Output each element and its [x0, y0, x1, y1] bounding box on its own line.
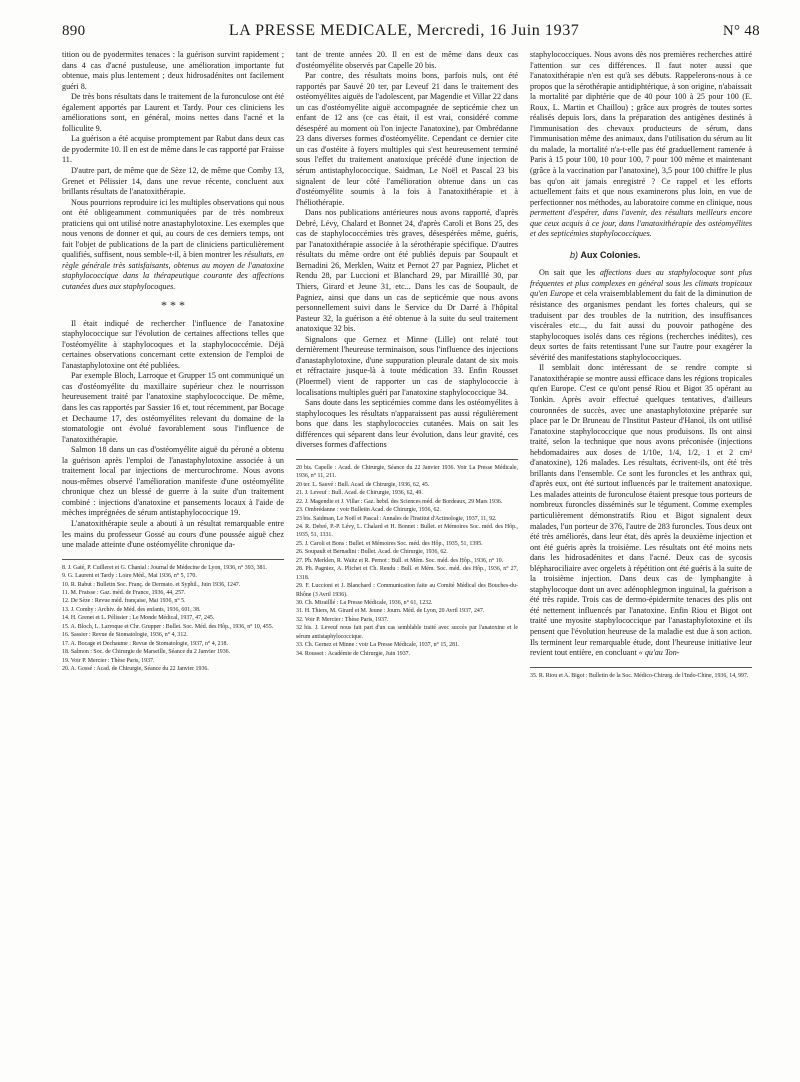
footnote: 24. R. Debré, P.-P. Lévy, L. Chalard et H. Bonnet : Bullet. et Mémoires Soc. méd. des Hôp., 1935, 51, 1331. — [296, 523, 518, 539]
footnotes — [296, 464, 518, 658]
paragraph: Par contre, des résultats moins bons, parfois nuls, ont été rapportés par Sauvé 20 ter, par Leveuf 21 dans le traitement des ostéomyélites aiguës de l'adolescent, par Magendie et Villar 22 dans un cas d'ostéomyélite aiguë accompagnée de septicémie chez un enfant de 12 ans (ce cas était, il est vrai, considéré comme désespéré au moment où l'on injecte l'anatoxine), par Ombrédanne 23 dans diverses formes d'ostéomyélite. Cependant ce dernier cite un cas d'ostéite à foyers multiples qui s'est heureusement terminé sous l'effet du traitement anatoxique précédé d'une injection de sérum antistaphylococcique. Saidman, Le Noël et Pascal 23 bis signalent de leur côté l'amélioration obtenue dans un cas d'ostéomyélite soumis à la fois à l'anatoxithérapie et à l'héliothérapie. — [296, 71, 518, 207]
text-run: On sait que les — [539, 268, 600, 278]
footnote-rule — [296, 459, 518, 460]
text-run: Il semblait donc intéressant de se rendre compte si l'anatoxithérapie se montre aussi efficace dans les régions tropicales qu'en Europe. C'est ce qu'ont pensé Riou et Bigot 35 opérant au Tonkin. Après avoir effectué quelques tentatives, d'ailleurs couronnées de succès, avec une anastaphylotoxine préparée sur place par le Dr Bruneau de l'Institut Pasteur d'Hanoï, ils ont utilisé l'anatoxine staphylococcique que nous produisons. Ils ont ainsi traité, selon la technique que nous avons préconisée (injections hebdomadaires aux doses de 1/10e, 1/4, 1/2, 1 et 2 cm³ d'anatoxine), 126 malades. Les résultats, écrivent-ils, ont été très brillants dans l'ensemble. Ce sont les furoncles et les anthrax qui, d'après eux, ont été surtout influencés par le traitement anatoxique. Les malades atteints de furonculose étaient presque tous porteurs de nombreux furoncles disséminés sur le tégument. Comme exemples particulièrement démonstratifs Riou et Bigot signalent deux malades, l'un porteur de 376, l'autre de 283 furoncles. Tous deux ont été très améliorés, dans leur état, dès après la deuxième injection et ont été guéris après la troisième. Les résultats ont été moins nets dans les hidrosadénites et dans l'acné. Deux cas de sycosis blépharociliaire avec orgelets à répétition ont été guéris à la suite de la troisième injection. Dans deux cas de lymphangite à staphylocoque dont un avec adénophlegmon inguinal, la guérison a été très rapide. Trois cas de dermo-épidermite tenaces des plis ont été nettement influencés par l'anatoxine. Enfin Riou et Bigot ont traité une myosite staphylococcique par l'anastaphylotoxine et ils pensent que l'évolution heureuse de la maladie est due à son action. Ils terminent leur remarquable étude, dont l'heureuse initiative leur revient tout entière, en concluant — [530, 363, 752, 658]
paragraph: D'autre part, de même que de Sèze 12, de même que Comby 13, Grenet et Pélissier 14, dans une revue récente, concluent aux brillants résultats de l'anatoxithérapie. — [62, 166, 284, 197]
footnote: 20 ter. L. Sauvé : Bull. Acad. de Chirurgie, 1936, 62, 45. — [296, 481, 430, 488]
page-number: 890 — [62, 23, 86, 39]
paragraph — [62, 198, 284, 293]
footnote: 35. R. Riou et A. Bigot : Bulletin de la Soc. Médico-Chirurg. de l'Indo-Chine, 1936, 14, 997. — [530, 672, 749, 679]
subsection-heading — [570, 250, 752, 261]
paragraph: tant de trente années 20. Il en est de même dans deux cas d'ostéomyélite observés par Capelle 20 bis. — [296, 50, 518, 70]
section-separator: * * * — [161, 297, 185, 312]
footnote-rule — [62, 559, 284, 560]
footnote: 32. Voir P. Mercier : Thèse Paris, 1937. — [296, 616, 389, 623]
footnotes — [62, 564, 284, 674]
footnote: 20. A. Gossé : Acad. de Chirurgie, Séance du 22 Janvier 1936. — [62, 666, 209, 673]
column-1 — [62, 50, 284, 680]
issue-number: N° 48 — [722, 23, 760, 39]
subsection-title: Aux Colonies. — [580, 249, 641, 260]
footnote: 18. Salmon : Soc. de Chirurgie de Marseille, Séance du 2 Janvier 1936. — [62, 649, 231, 656]
footnote: 22. J. Magendie et J. Villar : Gaz. hebd. des Sciences méd. de Bordeaux, 29 Mars 1936. — [296, 498, 503, 505]
footnote: 11. M. Fraisse : Gaz. méd. de France, 1936, 44, 257. — [62, 589, 186, 596]
footnote: 25. J. Caroli et Bons : Bullet. et Mémoires Soc. méd. des Hôp., 1935, 51, 1395. — [296, 540, 483, 547]
footnote: 30. Ch. Mirailllé : La Presse Médicale, 1936, n° 61, 1232. — [296, 600, 433, 607]
footnote: 8. J. Gaté, P. Cuilleret et G. Chanial : Journal de Médecine de Lyon, 1936, n° 393, 381. — [62, 564, 267, 571]
paragraph: Dans nos publications antérieures nous avons rapporté, d'après Debré, Lévy, Chalard et Bonnet 24, d'après Caroli et Bons 25, des cas de staphylococcémies très graves, désespérées même, guéris, par l'anatoxithérapie associée à la sérothérapie spécifique. D'autres résultats du même ordre ont été publiés depuis par Soupault et Bernadini 26, Merklen, Waitz et Pernot 27 par Pagniez, Plichet et Rendu 28, par Luccioni et Blanchard 29, par Mirailllé 30, par Thiers, Girard et Jeune 31, etc... Dans les cas de Soupault, de Pagniez, ainsi que dans un cas de septicémie que nous avons personnellement suivi dans le Service du Dr Darré à l'hôpital Pasteur 32, la guérison a été obtenue à la suite du seul traitement anatoxique 32 bis. — [296, 208, 518, 334]
paragraph: tition ou de pyodermites tenaces : la guérison survint rapidement ; dans 4 cas d'acné pustuleuse, une amélioration importante fut obtenue, mais plus lentement ; deux hidrosadénites ont facilement guéri 8. — [62, 50, 284, 91]
footnote: 33. Ch. Gernez et Minne : voir La Presse Médicale, 1937, n° 15, 281. — [296, 642, 460, 649]
paragraph: La guérison a été acquise promptement par Rabut dans deux cas de pyodermite 10. Il en est de même dans le cas rapporté par Fraisse 11. — [62, 134, 285, 165]
text-columns — [62, 50, 760, 680]
footnote: 15. A. Bloch, L. Larroque et Chr. Grupper : Bullet. Soc. Méd. des Hôp., 1936, n° 10, 455. — [62, 623, 274, 630]
footnote: 23 bis. Saidman, Le Noël et Pascal : Annales de l'Institut d'Actinologie, 1937, 11, 92. — [296, 515, 497, 522]
paragraph — [530, 363, 752, 658]
footnote: 19. Voir P. Mercier : Thèse Paris, 1937. — [62, 657, 155, 664]
paragraph: L'anatoxithérapie seule a abouti à un résultat remarquable entre les mains du professeur Gossé au cours d'une poussée aiguë chez une malade atteinte d'une ostéomyélite chronique da- — [62, 518, 284, 550]
journal-title: LA PRESSE MEDICALE, Mercredi, 16 Juin 1937 — [228, 22, 580, 39]
paragraph: De très bons résultats dans le traitement de la furonculose ont été également apportés par Laurent et Tardy. Pour ces cliniciens les améliorations sont, en général, moins nettes dans l'acné et la folliculite 9. — [62, 92, 284, 133]
paragraph: Il était indiqué de rechercher l'influence de l'anatoxine staphylococcique sur l'évolution de certaines affections telles que l'ostéomyélite à staphylocoques et la staphylococcémie. Déjà certaines observations concernant cette extension de l'emploi de l'anastaphylotoxine ont été publiées. — [62, 318, 284, 370]
footnote: 13. J. Comby : Archiv. de Méd. des enfants, 1936, 601, 38. — [62, 606, 201, 613]
footnote: 29. F. Luccioni et J. Blanchard : Communication faite au Comité Médical des Bouches-du-Rhône (3 Avril 1936). — [296, 583, 518, 598]
footnotes — [530, 672, 752, 680]
paragraph — [530, 268, 752, 363]
column-2 — [296, 50, 518, 680]
italic-conclusion: permettent d'espérer, dans l'avenir, des résultats meilleurs encore que ceux acquis à ce jour, dans l'anatoxithérapie des ostéomyélites et des septicémies staphylococciques. — [530, 208, 752, 239]
italic-emphasis: affections dues au staphylocoque sont plus fréquentes et plus complexes en général sous les climats tropicaux qu'en Europe — [530, 268, 752, 299]
footnote: 34. Rousset : Académie de Chirurgie, Juin 1937. — [296, 650, 411, 657]
paragraph: Salmon 18 dans un cas d'ostéomyélite aiguë du péroné a obtenu la guérison après l'emploi de l'anastaphylotoxine associée à un traitement local par injections de mercurochrome. Nous avons nous-mêmes observé l'amélioration manifeste d'une ostéomyélite chronique chez un blessé de guerre à la suite d'un traitement combiné : injections d'anatoxine et pansements locaux à l'aide de mèches imprégnées de sérum antistaphylococcique 19. — [62, 445, 284, 518]
footnote: 26. Soupault et Bernadini : Bullet. Acad. de Chirurgie, 1936, 62. — [296, 549, 448, 556]
footnote-rule — [530, 667, 752, 668]
footnote: 12. De Sèze : Revue méd. française, Mai 1936, n° 5. — [62, 598, 186, 605]
footnote: 21. J. Leveuf : Bull. Acad. de Chirurgie, 1936, 62, 49. — [296, 490, 423, 497]
footnote: 10. R. Rabut : Bulletin Soc. Franç. de Dermato. et Syphil., Juin 1936, 1247. — [62, 581, 241, 588]
italic-quote: « qu'au Ton- — [638, 648, 680, 658]
text-run: staphylococciques. Nous avons dès nos premières recherches attiré l'attention sur ces différences. Il faut noter aussi que l'anatoxithérapie n'en est qu'à ses débuts. Rappelerons-nous à ce propos que la sérothérapie antidiphtérique, à son origine, n'abaissait la mortalité par diphtérie que de 40 pour 100 à 25 pour 100 (E. Roux, L. Martin et Chaillou) ; grâce aux progrès de toutes sortes réalisés depuis lors, dans la préparation des antigènes destinés à l'immunisation des chevaux producteurs de sérum, dans l'immunisation même des animaux, dans l'utilisation du sérum au lit du malade, la mortalité n'a-t-elle pas été graduellement ramenée à Paris à 15 pour 100, 10 pour 100, 7 pour 100 même et maintenant (grâce à la vaccination par l'anatoxine), 3,5 pour 100 chiffre le plus bas qu'on ait jamais enregistré ? Ce rappel et les efforts actuellement faits et que nous examinerons plus loin, en vue de perfectionner nos méthodes, au laboratoire comme en clinique, nous — [530, 50, 753, 207]
footnote: 20 bis. Capelle : Acad. de Chirurgie, Séance du 22 Janvier 1936. Voir La Presse Médicale, 1936, n° 11, 211. — [296, 464, 518, 480]
paragraph — [530, 50, 752, 240]
running-header — [62, 22, 760, 46]
subsection-letter: b) — [570, 249, 579, 260]
footnote: 9. G. Laurent et Tardy : Loire Méd., Mai 1936, n° 5, 170. — [62, 573, 197, 580]
footnote: 16. Sassier : Revue de Stomatologie, 1936, n° 4, 312. — [62, 632, 188, 639]
footnote: 28. Ph. Pagniez, A. Plichet et Ch. Rendu : Bull. et Mém. Soc. méd. des Hôp., 1936, n° 27, 1318. — [296, 566, 518, 581]
text-run: Nous pourrions reproduire ici les multiples observations qui nous ont été obligeamment communiquées par de très nombreux praticiens qui ont utilisé notre anastaphylotoxine. Les exemples que nous venons de donner et qui, au cours de ces derniers temps, ont fait l'objet de publications de la part de cliniciens particulièrement qualifiés, suffisent, nous semble-t-il, à bien montrer les — [62, 197, 284, 260]
footnote: 14. H. Grenet et L. Pélissier : Le Monde Médical, 1937, 47, 245. — [62, 615, 215, 622]
text-run: et cela vraisemblablement du fait de la diminution de résistance des organismes pendant les fortes chaleurs, qui se traduisent par des troubles de la nutrition, des insuffisances viscérales etc..., du fait aussi du pouvoir pathogène des staphylocoques isolés dans ces régions (recherches inédites), ces deux sortes de faits retentissant l'une sur l'autre pour exagérer la sévérité des manifestations staphylococciques. — [530, 289, 752, 362]
footnote: 23. Ombrédanne : voir Bulletin Acad. de Chirurgie, 1936, 62. — [296, 507, 441, 514]
footnote: 31. H. Thiers, M. Girard et M. Jeune : Journ. Méd. de Lyon, 20 Avril 1937, 247. — [296, 608, 485, 615]
paragraph: Par exemple Bloch, Larroque et Grupper 15 ont communiqué un cas d'ostéomyélite du maxillaire supérieur chez le nourrisson heureusement traité par l'anatoxine staphylococcique. De même, dans les cas rapportés par Sassier 16 et, tout récemment, par Bocage et Dechaume 17, des ostéomyélites relevant du domaine de la stomatologie ont évolué favorablement sous l'influence de l'anatoxithérapie. — [62, 371, 284, 444]
footnote: 17. A. Bocage et Dechaume : Revue de Stomatologie, 1937, n° 4, 218. — [62, 640, 228, 647]
footnote: 27. Ph. Merklen, R. Waitz et R. Pernot : Bull. et Mém. Soc. méd. des Hôp., 1936, n° 10. — [296, 557, 504, 564]
column-3 — [530, 50, 752, 680]
footnote: 32 bis. J. Leveuf nous fait part d'un cas semblable traité avec succès par l'anatoxine et le sérum antistaphylococcique. — [296, 625, 518, 640]
italic-conclusion: résultats, en règle générale très satisfaisants, obtenus au moyen de l'anatoxine staphylococcique dans la thérapeutique courante des affections cutanées dues aux staphylocoques. — [62, 250, 284, 292]
paragraph: Sans doute dans les septicémies comme dans les ostéomyélites à staphylocoques les résultats n'apparaissent pas aussi régulièrement bons que dans les staphylococcies cutanées. Mais on sait les différences qui séparent dans leur évolution, dans leur gravité, ces diverses formes d'affections — [296, 398, 518, 450]
paragraph: Signalons que Gernez et Minne (Lille) ont relaté tout dernièrement l'heureuse terminaison, sous l'influence des injections d'anastaphylotoxine, d'une suppuration pleurale datant de six mois et réfractaire jusque-là à toute médication 33. Enfin Rousset (Ploermel) vient de rapporter un cas de staphylococcie à localisations multiples guéri par l'anatoxine staphylococcique 34. — [296, 334, 518, 397]
